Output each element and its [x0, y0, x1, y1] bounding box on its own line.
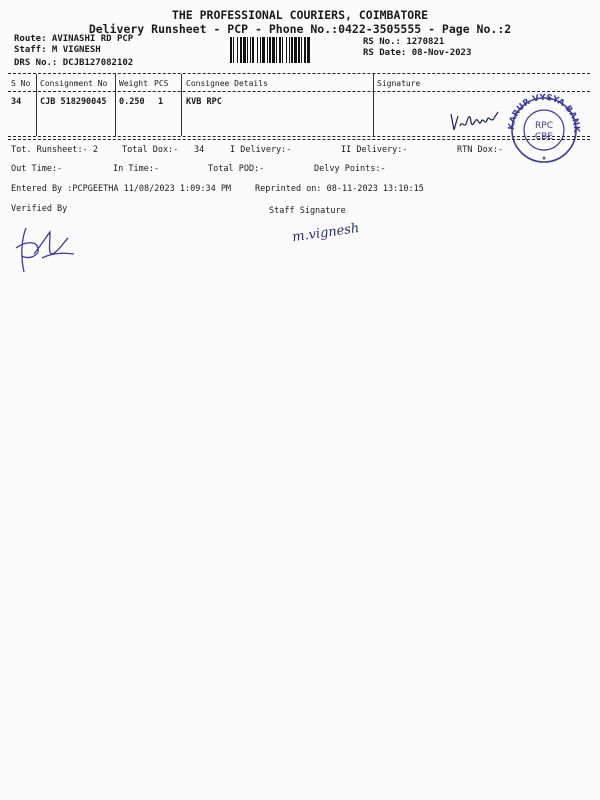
- rtn-dox: RTN Dox:-: [457, 145, 504, 155]
- i-delivery: I Delivery:-: [230, 145, 292, 155]
- row-sno: 34: [11, 97, 22, 107]
- tot-runsheet: Tot. Runsheet:- 2: [11, 145, 98, 155]
- bank-stamp: [500, 90, 588, 165]
- stamp-center-line2: CBE: [534, 132, 554, 142]
- column-separator: [36, 74, 37, 136]
- column-separator: [181, 74, 182, 136]
- reprinted-on: Reprinted on: 08-11-2023 13:10:15: [255, 184, 424, 194]
- ii-delivery: II Delivery:-: [341, 145, 408, 155]
- column-separator: [115, 74, 116, 136]
- staff-signature-image: [290, 212, 380, 246]
- entered-by: Entered By :PCPGEETHA 11/08/2023 1:09:34 PM: [11, 184, 232, 194]
- staff-signature-label: Staff Signature: [269, 206, 346, 216]
- stamp-star-icon: ★: [541, 153, 547, 162]
- rs-number: RS No.: 1270821: [363, 37, 445, 47]
- total-dox-value: 34: [194, 145, 205, 155]
- summary-top-divider: [8, 139, 590, 140]
- column-header-signature: Signature: [377, 79, 421, 88]
- column-header-sno: S No: [11, 79, 31, 88]
- table-top-divider: [8, 73, 590, 74]
- stamp-center-line1: RPC: [535, 121, 553, 131]
- out-time: Out Time:-: [11, 164, 63, 174]
- column-header-pcs: PCS: [154, 79, 169, 88]
- receiver-signature: [448, 108, 500, 134]
- row-consignee: KVB RPC: [186, 97, 222, 107]
- company-title: THE PROFESSIONAL COURIERS, COIMBATORE: [171, 8, 429, 22]
- staff-signature-text: m.vignesh: [291, 220, 361, 246]
- in-time: In Time:-: [113, 164, 160, 174]
- row-weight: 0.250: [119, 97, 145, 107]
- runsheet-subtitle: Delivery Runsheet - PCP - Phone No.:0422-3505555 - Page No.:2: [88, 22, 512, 36]
- total-pod: Total POD:-: [208, 164, 265, 174]
- row-consignment: CJB 518290045: [40, 97, 107, 107]
- verified-by-label: Verified By: [11, 204, 68, 214]
- delvy-points: Delvy Points:-: [314, 164, 386, 174]
- drs-number: DRS No.: DCJB127082102: [14, 58, 134, 68]
- column-header-consignment: Consignment No: [40, 79, 108, 88]
- column-header-consignee: Consignee Details: [186, 79, 268, 88]
- column-separator: [373, 74, 374, 136]
- barcode-graphic: [230, 37, 354, 63]
- rs-date: RS Date: 08-Nov-2023: [363, 48, 472, 58]
- row-pcs: 1: [158, 97, 164, 107]
- column-header-weight: Weight: [119, 79, 148, 88]
- total-dox-label: Total Dox:-: [122, 145, 179, 155]
- route-label: Route: AVINASHI RD PCP: [14, 34, 134, 44]
- stamp-ring-text: KARUR VYSYA BANK: [506, 92, 582, 133]
- verifier-signature: [12, 224, 76, 276]
- staff-label: Staff: M VIGNESH: [14, 45, 101, 55]
